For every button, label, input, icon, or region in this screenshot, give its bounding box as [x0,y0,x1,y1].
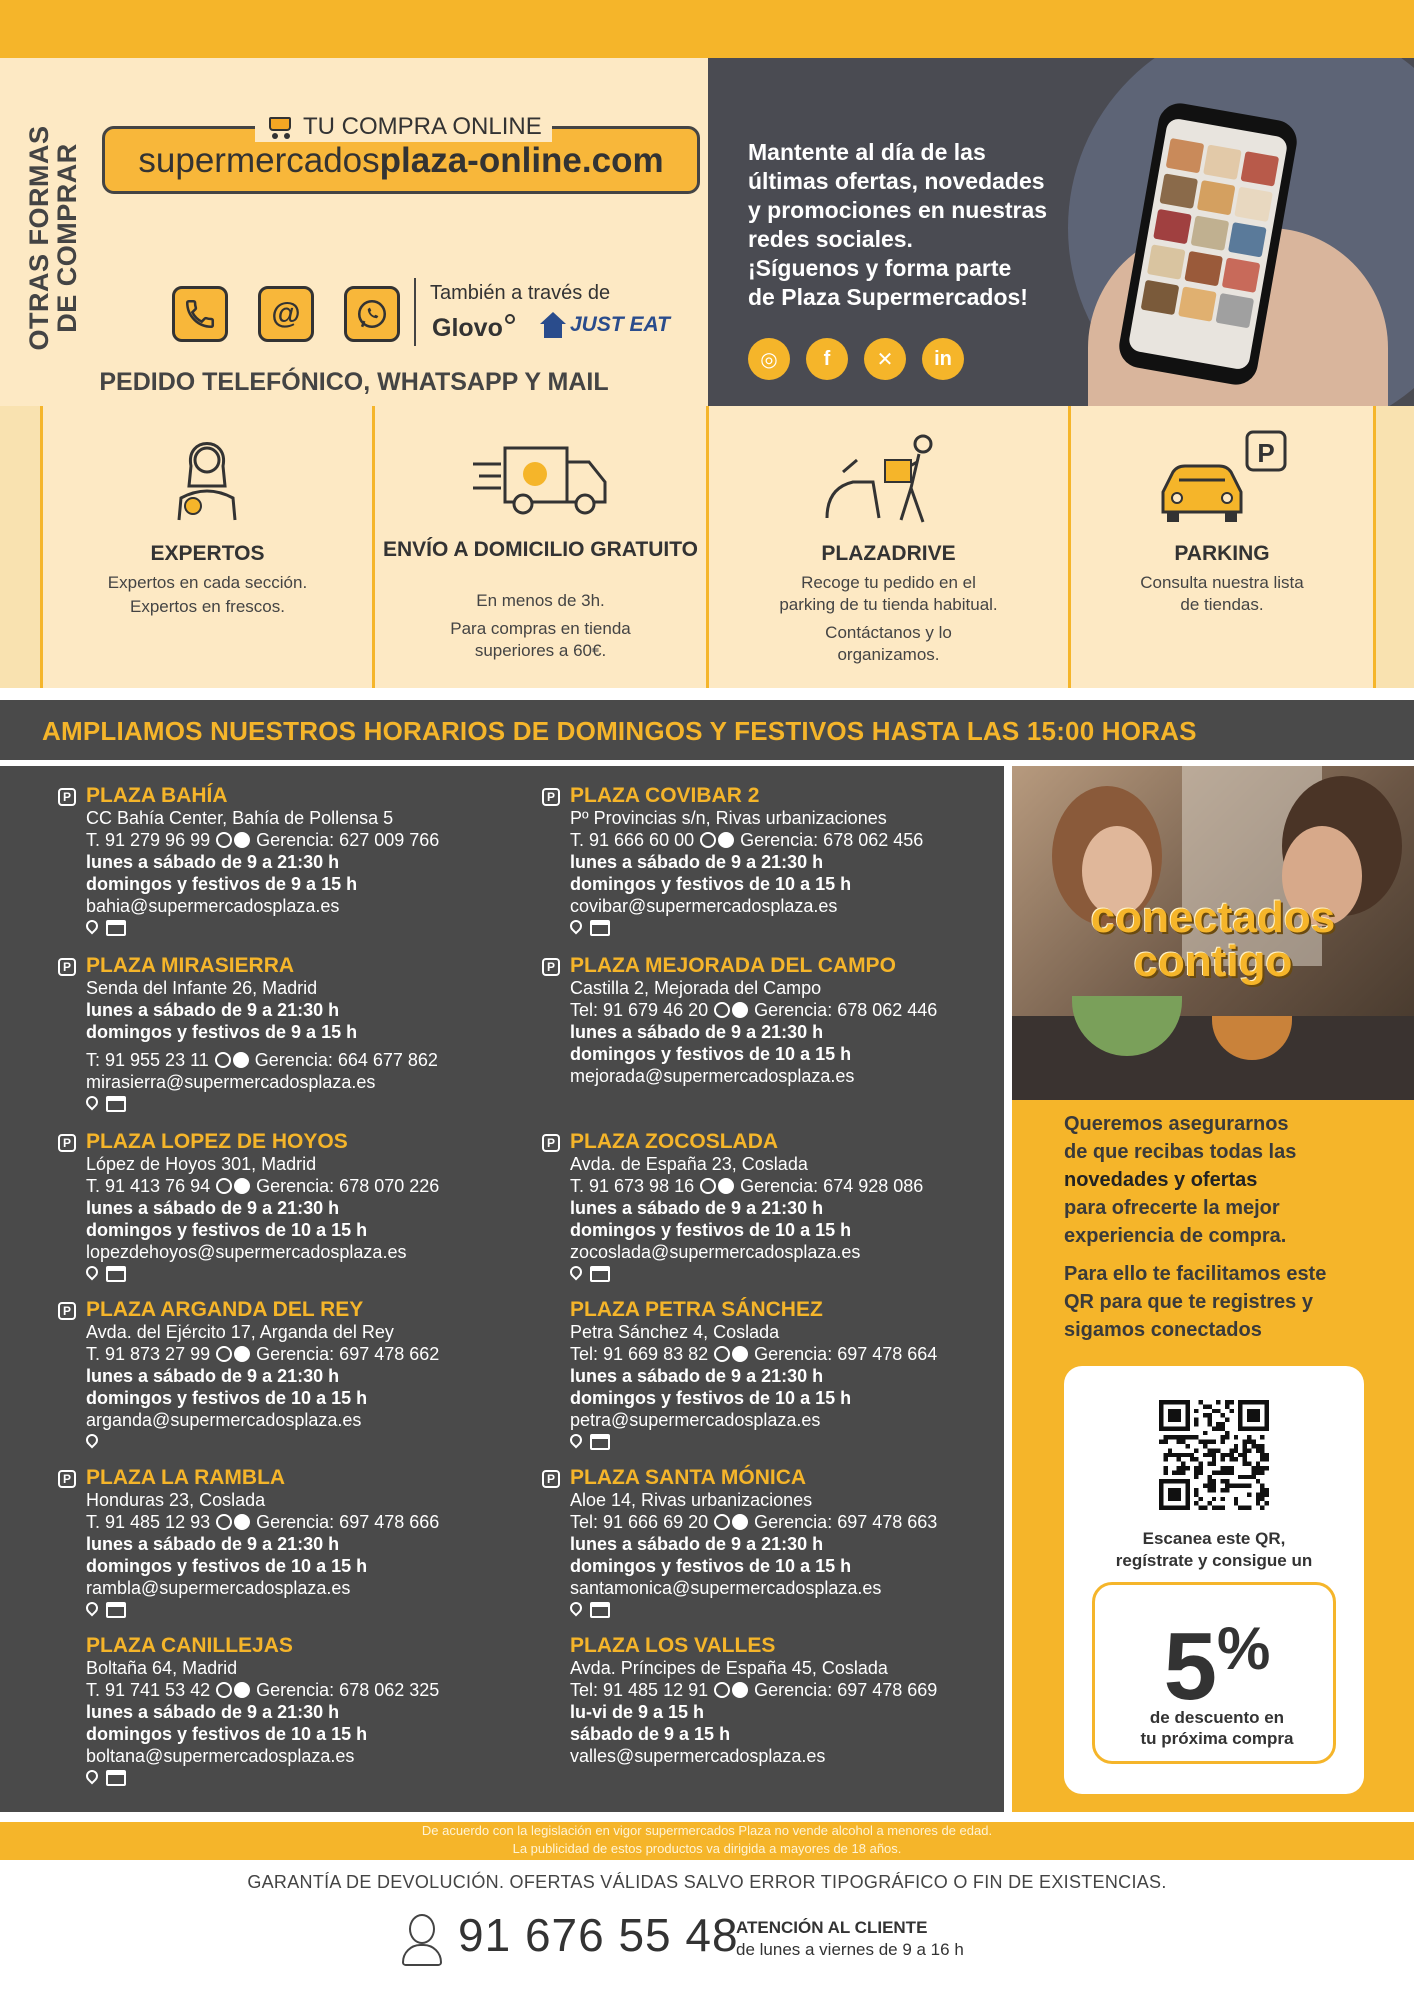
promo-line: sigamos conectados [1064,1319,1262,1341]
qr-caption [1064,1528,1364,1572]
store-entry [546,954,1030,1087]
store-address: Pº Provincias s/n, Rivas urbanizaciones [570,808,887,828]
service-text: parking de tu tienda habitual. [779,595,998,614]
store-entry [62,784,546,939]
whatsapp-icon [234,1178,250,1194]
discount-text-line2: tu próxima compra [1140,1729,1294,1748]
store-front-icon [106,1770,126,1786]
store-address: Petra Sánchez 4, Coslada [570,1322,780,1342]
phone-icon [216,1514,232,1530]
store-hours-weekday [570,1701,1030,1723]
parking-badge-icon: P [58,1470,76,1488]
hours-banner [0,700,1414,760]
instagram-icon[interactable]: ◎ [748,338,790,380]
store-tel[interactable]: T. 91 485 12 93 [86,1512,211,1532]
store-email[interactable]: petra@supermercadosplaza.es [570,1410,821,1430]
store-name: PLAZA CANILLEJAS [86,1634,293,1657]
store-list [0,766,1004,1812]
divider [414,278,416,346]
service-text: Contáctanos y lo [825,623,952,642]
store-management-phone[interactable]: Gerencia: 678 062 446 [754,1000,938,1020]
store-hours-weekend [86,1387,546,1409]
online-shop-link[interactable] [102,113,700,194]
store-hours-weekday [570,851,1030,873]
shopping-cart-icon [265,115,295,139]
store-hours-weekend [570,1043,1030,1065]
discount-percent: % [1217,1615,1271,1682]
discount-number: 5 [1163,1613,1218,1720]
store-name: PLAZA LOPEZ DE HOYOS [86,1130,348,1153]
whatsapp-icon [234,1514,250,1530]
phone-order-title: PEDIDO TELEFÓNICO, WHATSAPP Y MAIL [99,368,609,396]
store-phones [570,1175,1030,1197]
store-hours-weekend-value: domingos y festivos de 10 a 15 h [86,1220,368,1240]
store-email[interactable]: boltana@supermercadosplaza.es [86,1746,355,1766]
store-tel[interactable]: T. 91 413 76 94 [86,1176,211,1196]
store-hours-weekday-value: lunes a sábado de 9 a 21:30 h [86,852,340,872]
store-front-icon [590,920,610,936]
store-tel[interactable]: Tel: 91 669 83 82 [570,1344,709,1364]
store-icons [570,1599,1030,1621]
store-name: PLAZA SANTA MÓNICA [570,1466,807,1489]
parking-badge-icon: P [58,958,76,976]
store-entry [62,954,546,1115]
qr-code[interactable] [1159,1400,1269,1510]
store-email[interactable]: rambla@supermercadosplaza.es [86,1578,351,1598]
store-hours-weekday-value: lunes a sábado de 9 a 21:30 h [86,1534,340,1554]
service-experts [43,406,372,688]
store-management-phone[interactable]: Gerencia: 697 478 662 [256,1344,440,1364]
service-text: Recoge tu pedido en el [801,573,976,592]
store-hours-weekday [86,1701,546,1723]
whatsapp-icon [234,1682,250,1698]
store-name: PLAZA PETRA SÁNCHEZ [570,1298,823,1321]
phone-icon [700,832,716,848]
store-email[interactable]: lopezdehoyos@supermercadosplaza.es [86,1242,407,1262]
store-tel[interactable]: T: 91 955 23 11 [86,1050,209,1070]
other-ways-panel [0,58,708,406]
store-entry [62,1466,546,1621]
store-email[interactable]: valles@supermercadosplaza.es [570,1746,826,1766]
store-hours-weekend [570,1219,1030,1241]
parking-badge-icon: P [542,788,560,806]
social-line: Mantente al día de las [748,139,986,165]
service-parking [1071,406,1373,688]
location-pin-icon[interactable] [86,920,98,936]
qr-caption-line2: regístrate y consigue un [1115,1551,1313,1570]
glovo-label: Glovo [432,314,503,342]
service-plazadrive [709,406,1068,688]
store-hours-weekday [570,1365,1030,1387]
whatsapp-icon [732,1682,748,1698]
also-via-label: También a través de [430,282,611,304]
store-icons [570,1263,1030,1285]
store-management-phone[interactable]: Gerencia: 678 062 325 [256,1680,440,1700]
store-icons [570,1431,1030,1453]
shop-url [105,141,697,181]
store-hours-weekend-value: domingos y festivos de 10 a 15 h [570,874,852,894]
store-icons [86,917,546,939]
store-front-icon [106,920,126,936]
discount-text [1095,1707,1339,1749]
url-part1: supermercados [138,141,380,180]
store-hours-weekend-value: domingos y festivos de 10 a 15 h [86,1556,368,1576]
connected-promo [1012,766,1414,1812]
location-pin-icon[interactable] [86,1434,98,1450]
store-hours-weekend [86,1021,546,1043]
service-text: Para compras en tienda [450,619,631,638]
location-pin-icon[interactable] [86,1770,98,1786]
parking-badge-icon: P [58,1302,76,1320]
store-address: CC Bahía Center, Bahía de Pollensa 5 [86,808,394,828]
store-hours-weekday [86,1197,546,1219]
at-icon[interactable]: @ [258,286,314,342]
parking-car-icon [1159,428,1289,528]
location-pin-icon[interactable] [86,1266,98,1282]
services-row [0,406,1414,688]
vertical-title [18,98,88,378]
online-tag-label: TU COMPRA ONLINE [303,113,542,140]
store-hours-weekday [570,1197,1030,1219]
store-management-phone[interactable]: Gerencia: 697 478 666 [256,1512,440,1532]
store-front-icon [590,1434,610,1450]
store-phones [570,829,1030,851]
store-entry [62,1130,546,1285]
store-phones [86,1511,546,1533]
store-phones [570,1511,1030,1533]
shopping-options-section [0,58,1414,406]
store-tel[interactable]: T. 91 279 96 99 [86,830,211,850]
contact-icons [172,286,400,342]
store-hours-weekend-value: domingos y festivos de 10 a 15 h [86,1388,368,1408]
agent-icon [400,1910,444,1966]
store-hours-weekend [570,873,1030,895]
store-front-icon [106,1602,126,1618]
store-name: PLAZA LOS VALLES [570,1634,776,1657]
attention-title: ATENCIÓN AL CLIENTE [736,1918,928,1937]
whatsapp-icon [233,1052,249,1068]
store-phones [570,1679,1030,1701]
x-icon[interactable]: ✕ [864,338,906,380]
store-name: PLAZA MEJORADA DEL CAMPO [570,954,896,977]
store-hours-weekend-value: domingos y festivos de 9 a 15 h [86,1022,358,1042]
store-hours-weekday-value: lu-vi de 9 a 15 h [570,1702,705,1722]
store-tel[interactable]: T. 91 673 98 16 [570,1176,695,1196]
store-hours-weekend-value: domingos y festivos de 10 a 15 h [570,1388,852,1408]
store-name: PLAZA ZOCOSLADA [570,1130,779,1153]
store-management-phone[interactable]: Gerencia: 678 062 456 [740,830,924,850]
store-email[interactable]: mirasierra@supermercadosplaza.es [86,1072,376,1092]
store-management-phone[interactable]: Gerencia: 678 070 226 [256,1176,440,1196]
phone-icon [215,1052,231,1068]
store-tel[interactable]: T. 91 873 27 99 [86,1344,211,1364]
promo-line: novedades y ofertas [1064,1169,1258,1191]
expert-icon [171,426,243,522]
store-email[interactable]: covibar@supermercadosplaza.es [570,896,838,916]
service-title: PLAZADRIVE [821,542,956,565]
whatsapp-icon [732,1346,748,1362]
store-icons [86,1431,546,1453]
whatsapp-icon [718,832,734,848]
store-management-phone[interactable]: Gerencia: 697 478 664 [754,1344,938,1364]
location-pin-icon[interactable] [570,1266,582,1282]
discount-box [1092,1582,1336,1764]
qr-card [1064,1366,1364,1794]
store-email[interactable]: arganda@supermercadosplaza.es [86,1410,362,1430]
house-icon [540,312,566,338]
parking-badge-icon: P [58,788,76,806]
phone-icon [714,1514,730,1530]
store-address: Avda. del Ejército 17, Arganda del Rey [86,1322,394,1342]
service-title: ENVÍO A DOMICILIO GRATUITO [383,538,698,561]
social-panel [708,58,1414,406]
url-part2: plaza-online.com [379,141,664,180]
phone-icon [714,1346,730,1362]
store-hours-weekday [570,1533,1030,1555]
store-address: López de Hoyos 301, Madrid [86,1154,317,1174]
location-pin-icon[interactable] [570,920,582,936]
store-name: PLAZA BAHÍA [86,784,228,807]
justeat-logo[interactable] [540,312,670,338]
store-hours-weekday-value: lunes a sábado de 9 a 21:30 h [570,1198,824,1218]
social-line: y promociones en nuestras [748,197,1048,223]
promo-line: de que recibas todas las [1064,1141,1297,1163]
vertical-title-line2: DE COMPRAR [52,143,82,333]
store-management-phone[interactable]: Gerencia: 697 478 669 [754,1680,938,1700]
hours-banner-text: AMPLIAMOS NUESTROS HORARIOS DE DOMINGOS Y FESTIVOS HASTA LAS 15:00 HORAS [42,716,1197,746]
store-tel[interactable]: T. 91 666 60 00 [570,830,695,850]
promo-paragraph-2 [1064,1260,1384,1344]
whatsapp-icon[interactable] [344,286,400,342]
store-entry [570,1298,1030,1453]
store-hours-weekday-value: lunes a sábado de 9 a 21:30 h [570,852,824,872]
store-address: Castilla 2, Mejorada del Campo [570,978,822,998]
parking-badge-icon: P [542,1134,560,1152]
store-hours-weekday [86,851,546,873]
phone-icon [714,1682,730,1698]
whatsapp-icon [234,832,250,848]
phone-icon [216,1178,232,1194]
store-email[interactable]: santamonica@supermercadosplaza.es [570,1578,882,1598]
store-address: Senda del Infante 26, Madrid [86,978,318,998]
location-pin-icon[interactable] [86,1096,98,1112]
whatsapp-icon [732,1514,748,1530]
store-hours-weekday-value: lunes a sábado de 9 a 21:30 h [570,1366,824,1386]
service-title: PARKING [1174,542,1270,565]
whatsapp-icon [732,1002,748,1018]
service-delivery [375,406,706,688]
promo-line: Para ello te facilitamos este [1064,1263,1327,1285]
legal-line2: La publicidad de estos productos va dirigida a mayores de 18 años. [512,1841,902,1856]
whatsapp-icon [718,1178,734,1194]
top-accent-bar [0,0,1414,58]
store-entry [546,1130,1030,1285]
store-icons [86,1599,546,1621]
service-text: Expertos en cada sección. [107,573,308,592]
store-phones [570,1343,1030,1365]
store-hours-weekday-value: lunes a sábado de 9 a 21:30 h [570,1022,824,1042]
parking-badge-icon: P [542,1470,560,1488]
store-email[interactable]: mejorada@supermercadosplaza.es [570,1066,855,1086]
store-phones [86,1343,546,1365]
social-line: últimas ofertas, novedades [748,168,1045,194]
svg-text:P: P [1257,438,1275,468]
guarantee-text: GARANTÍA DE DEVOLUCIÓN. OFERTAS VÁLIDAS SALVO ERROR TIPOGRÁFICO O FIN DE EXISTENCIAS. [247,1872,1167,1892]
store-hours-weekday-value: lunes a sábado de 9 a 21:30 h [86,1702,340,1722]
store-address: Avda. Príncipes de España 45, Coslada [570,1658,888,1678]
social-line: ¡Síguenos y forma parte [748,255,1012,281]
store-hours-weekday [570,1021,1030,1043]
promo-line: Queremos asegurarnos [1064,1113,1289,1135]
service-text: Consulta nuestra lista [1140,573,1304,592]
store-phones [86,829,546,851]
store-phones [86,1049,546,1071]
store-email[interactable]: zocoslada@supermercadosplaza.es [570,1242,861,1262]
social-line: de Plaza Supermercados! [748,284,1028,310]
store-entry [86,1634,546,1789]
store-hours-weekend-value: domingos y festivos de 10 a 15 h [570,1220,852,1240]
parking-badge-icon: P [542,958,560,976]
store-name: PLAZA ARGANDA DEL REY [86,1298,364,1321]
store-hours-weekday [86,1365,546,1387]
store-tel[interactable]: T. 91 741 53 42 [86,1680,211,1700]
store-phones [570,999,1030,1021]
store-hours-weekend [570,1387,1030,1409]
service-text: En menos de 3h. [476,591,605,610]
store-front-icon [106,1096,126,1112]
store-icons [86,1263,546,1285]
store-hours-weekend [86,1723,546,1745]
plazadrive-icon [823,432,953,528]
phone-icon [216,1346,232,1362]
store-name: PLAZA MIRASIERRA [86,954,295,977]
location-pin-icon[interactable] [570,1602,582,1618]
store-management-phone[interactable]: Gerencia: 664 677 862 [254,1050,438,1070]
promo-line: experiencia de compra. [1064,1225,1287,1247]
couple-photo [1012,766,1414,1100]
store-icons [86,1093,546,1115]
store-front-icon [590,1602,610,1618]
store-phones [86,1679,546,1701]
store-phones [86,1175,546,1197]
store-front-icon [106,1266,126,1282]
customer-service [400,1906,1020,1972]
phone-icon [216,832,232,848]
connected-title-line2: contigo [1133,937,1293,986]
store-name: PLAZA COVIBAR 2 [570,784,760,807]
location-pin-icon[interactable] [86,1602,98,1618]
store-hours-weekday-value: lunes a sábado de 9 a 21:30 h [570,1534,824,1554]
store-management-phone[interactable]: Gerencia: 674 928 086 [740,1176,924,1196]
store-tel[interactable]: Tel: 91 485 12 91 [570,1680,709,1700]
store-icons [86,1767,546,1789]
delivery-van-icon [471,440,611,520]
store-hours-weekend-value: domingos y festivos de 10 a 15 h [86,1724,368,1744]
store-hours-weekday-value: lunes a sábado de 9 a 21:30 h [86,1366,340,1386]
whatsapp-icon [234,1346,250,1362]
phone-icon[interactable] [172,286,228,342]
store-address: Boltaña 64, Madrid [86,1658,238,1678]
vertical-title-line1: OTRAS FORMAS [24,125,54,351]
customer-phone[interactable]: 91 676 55 48 [458,1909,739,1961]
promo-paragraph-1 [1064,1110,1384,1250]
store-hours-weekend [570,1723,1030,1745]
store-tel[interactable]: Tel: 91 666 69 20 [570,1512,709,1532]
social-message [748,138,1108,312]
legal-line1: De acuerdo con la legislación en vigor supermercados Plaza no vende alcohol a menores de edad. [421,1823,993,1838]
connected-title-line1: conectados [1090,893,1336,942]
store-hours-weekend [570,1555,1030,1577]
location-pin-icon[interactable] [570,1434,582,1450]
glovo-logo[interactable] [432,314,515,343]
store-management-phone[interactable]: Gerencia: 627 009 766 [256,830,440,850]
store-entry [570,1634,1030,1767]
store-hours-weekend [86,873,546,895]
store-front-icon [590,1266,610,1282]
attention-hours: de lunes a viernes de 9 a 16 h [736,1940,964,1959]
legal-notice [0,1822,1414,1860]
service-text: organizamos. [837,645,940,664]
discount-text-line1: de descuento en [1149,1708,1285,1727]
store-entry [546,1466,1030,1621]
service-text: superiores a 60€. [474,641,607,660]
store-entry [546,784,1030,939]
service-text: de tiendas. [1180,595,1264,614]
store-hours-weekend [86,1555,546,1577]
facebook-icon[interactable]: f [806,338,848,380]
phone-icon [216,1682,232,1698]
store-entry [62,1298,546,1453]
linkedin-icon[interactable]: in [922,338,964,380]
promo-line: para ofrecerte la mejor [1064,1197,1280,1219]
store-hours-weekend-value: domingos y festivos de 9 a 15 h [86,874,358,894]
store-management-phone[interactable]: Gerencia: 697 478 663 [754,1512,938,1532]
qr-caption-line1: Escanea este QR, [1142,1529,1286,1548]
social-icons [748,338,964,380]
store-hours-weekday-value: lunes a sábado de 9 a 21:30 h [86,1000,340,1020]
store-hours-weekday [86,1533,546,1555]
phone-icon [700,1178,716,1194]
store-address: Avda. de España 23, Coslada [570,1154,808,1174]
phone-icon [714,1002,730,1018]
store-address: Honduras 23, Coslada [86,1490,266,1510]
promo-line: QR para que te registres y [1064,1291,1313,1313]
social-line: redes sociales. [748,226,913,252]
store-name: PLAZA LA RAMBLA [86,1466,286,1489]
store-hours-weekend-value: domingos y festivos de 10 a 15 h [570,1556,852,1576]
online-tag [255,112,552,142]
store-hours-weekend-value: sábado de 9 a 15 h [570,1724,731,1744]
connected-title [1012,893,1414,986]
store-email[interactable]: bahia@supermercadosplaza.es [86,896,340,916]
service-title: EXPERTOS [150,542,265,565]
store-tel[interactable]: Tel: 91 679 46 20 [570,1000,709,1020]
store-hours-weekday [86,999,546,1021]
glovo-pin-icon [505,314,515,324]
store-hours-weekday-value: lunes a sábado de 9 a 21:30 h [86,1198,340,1218]
store-icons [570,917,1030,939]
store-hours-weekend-value: domingos y festivos de 10 a 15 h [570,1044,852,1064]
parking-badge-icon: P [58,1134,76,1152]
service-text: Expertos en frescos. [130,597,285,616]
store-address: Aloe 14, Rivas urbanizaciones [570,1490,813,1510]
justeat-label: JUST EAT [570,313,670,336]
store-hours-weekend [86,1219,546,1241]
